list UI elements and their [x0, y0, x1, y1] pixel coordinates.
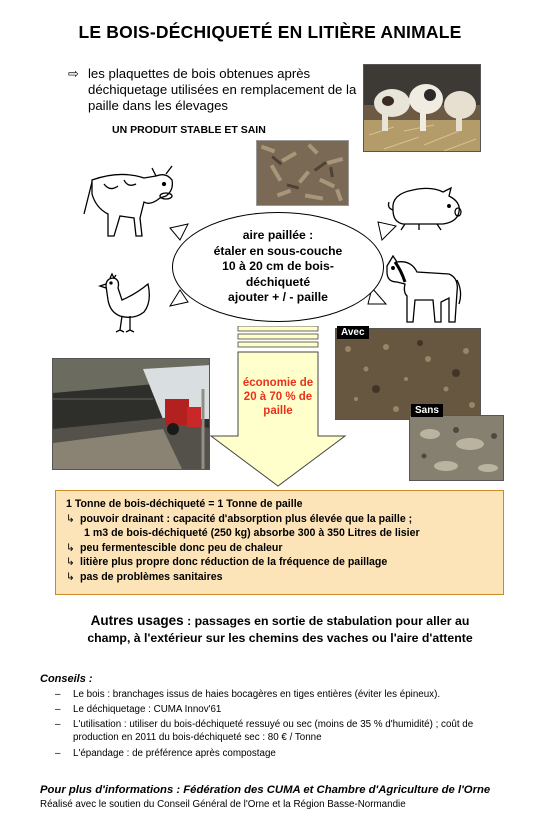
- ellipse-line-4: ajouter + / - paille: [228, 290, 328, 305]
- box-headline: 1 Tonne de bois-déchiqueté = 1 Tonne de paille: [66, 498, 303, 510]
- hook-arrow-icon: ↳: [66, 556, 75, 569]
- support-footer: Réalisé avec le soutien du Conseil Général de l'Orne et la Région Basse-Normandie: [40, 799, 406, 810]
- box-item-2: peu fermentescible donc peu de chaleur: [80, 541, 283, 554]
- wood-chips-photo: [256, 140, 349, 206]
- benefits-box: [55, 490, 504, 595]
- box-item-1: pouvoir drainant : capacité d'absorption plus élevée que la paille ;: [80, 512, 413, 525]
- other-uses-lead: Autres usages: [90, 613, 184, 628]
- list-item: – L'utilisation : utiliser du bois-déchiqueté ressuyé ou sec (moins de 35 % d'humidité) ; coût de production en 2011 du bois-déchiqueté sec : 80 € / Tonne: [55, 719, 474, 744]
- conseils-heading: Conseils :: [40, 673, 93, 685]
- aire-paillee-ellipse: [172, 212, 384, 322]
- economy-text: économie de 20 à 70 % de paille: [242, 377, 314, 417]
- stable-label: UN PRODUIT STABLE ET SAIN: [112, 124, 266, 136]
- ellipse-line-1: aire paillée :: [242, 228, 314, 243]
- info-footer: Pour plus d'informations : Fédération des CUMA et Chambre d'Agriculture de l'Orne: [40, 784, 491, 796]
- right-arrow-icon: ⇨: [68, 66, 79, 81]
- other-uses-text: : passages en sortie de stabulation pour aller au champ, à l'extérieur sur les chemins des vaches ou l'aire d'attente: [87, 614, 473, 645]
- hook-arrow-icon: ↳: [66, 541, 75, 554]
- with-tag: Avec: [337, 326, 369, 339]
- page-title: LE BOIS-DÉCHIQUETÉ EN LITIÈRE ANIMALE: [78, 22, 462, 42]
- intro-paragraph: [68, 66, 358, 114]
- intro-text: les plaquettes de bois obtenues après déchiquetage utilisées en remplacement de la paille dans les élevages: [88, 66, 357, 113]
- list-item: – Le bois : branchages issus de haies bocagères en tiges entières (éviter les épineux).: [55, 689, 441, 700]
- hen-drawing: [96, 272, 156, 334]
- box-item-3: litière plus propre donc réduction de la fréquence de paillage: [80, 556, 388, 569]
- calves-photo: [363, 64, 481, 152]
- list-item: – L'épandage : de préférence après compostage: [55, 747, 276, 759]
- without-tag: Sans: [411, 404, 443, 417]
- ellipse-line-3: 10 à 20 cm de bois-déchiqueté: [222, 259, 334, 289]
- litter-without-photo: [409, 415, 504, 481]
- hook-arrow-icon: ↳: [66, 512, 75, 525]
- list-item: – Le déchiquetage : CUMA Innov'61: [55, 704, 222, 716]
- box-item-4: pas de problèmes sanitaires: [80, 570, 223, 583]
- ellipse-line-2: étaler en sous-couche: [213, 243, 343, 258]
- litter-with-photo: [335, 328, 481, 420]
- barn-spreader-photo: [52, 358, 210, 470]
- conseils-list: [55, 688, 495, 762]
- other-uses: [70, 612, 490, 647]
- hook-arrow-icon: ↳: [66, 570, 75, 583]
- box-item-1-cont: 1 m3 de bois-déchiqueté (250 kg) absorbe 300 à 350 Litres de lisier: [84, 527, 420, 540]
